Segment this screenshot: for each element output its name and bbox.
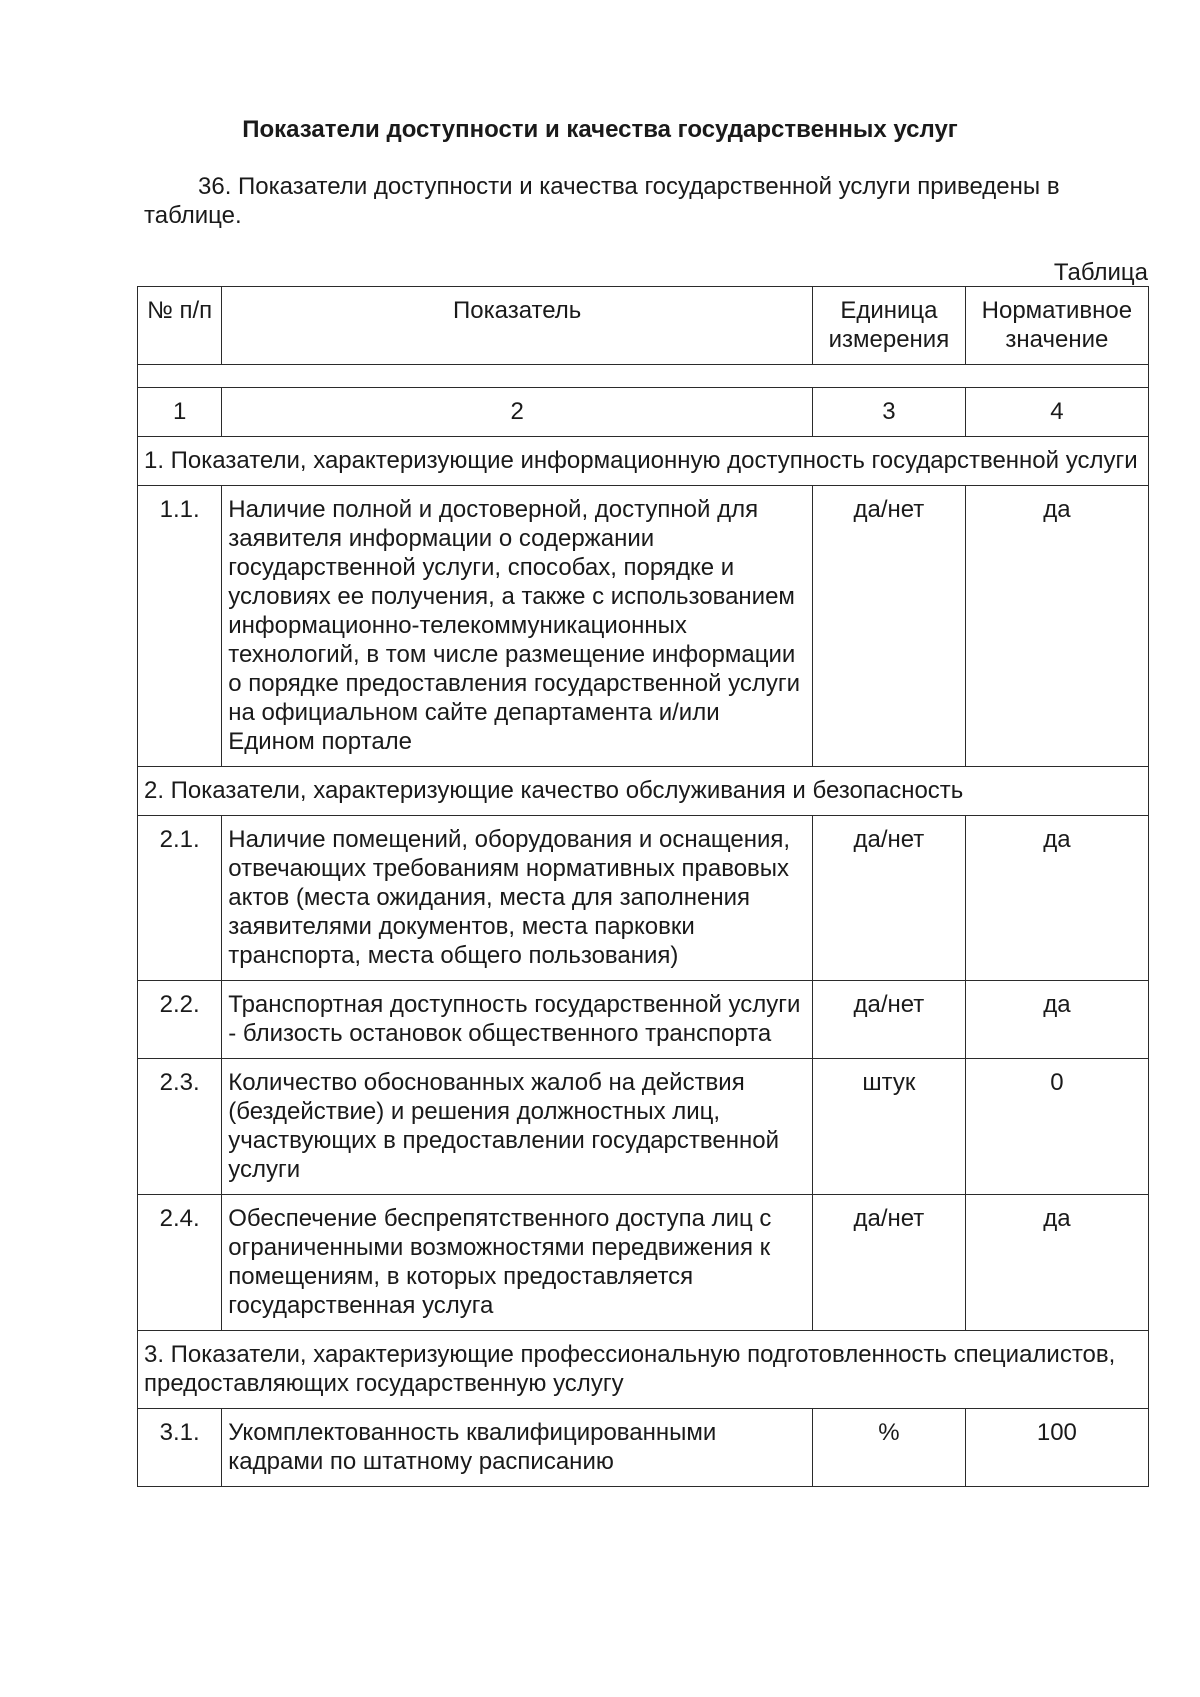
column-number: 4 (965, 388, 1148, 437)
row-indicator: Наличие полной и достоверной, доступной для заявителя информации о содержании государственной услуги, способах, порядке и условиях ее получения, а также с использованием информационно-телекоммуникационных технологий, в том числе размещение информации о порядке предоставления государственной услуги на официальном сайте департамента и/или Едином портале (222, 486, 813, 767)
row-indicator: Транспортная доступность государственной услуги - близость остановок общественного транспорта (222, 981, 813, 1059)
row-number: 1.1. (138, 486, 222, 767)
row-unit: да/нет (813, 1195, 966, 1331)
column-number: 1 (138, 388, 222, 437)
row-indicator: Укомплектованность квалифицированными кадрами по штатному расписанию (222, 1409, 813, 1487)
row-indicator: Обеспечение беспрепятственного доступа лиц с ограниченными возможностями передвижения к помещениям, в которых предоставляется государственная услуга (222, 1195, 813, 1331)
table-row (138, 1409, 1149, 1487)
column-number: 3 (813, 388, 966, 437)
row-number: 3.1. (138, 1409, 222, 1487)
row-value: да (965, 1195, 1148, 1331)
row-unit: да/нет (813, 486, 966, 767)
table-row (138, 1195, 1149, 1331)
row-number: 2.2. (138, 981, 222, 1059)
table-header-row (138, 287, 1149, 365)
section-row (138, 767, 1149, 816)
row-value: 100 (965, 1409, 1148, 1487)
row-unit: штук (813, 1059, 966, 1195)
section-row (138, 1331, 1149, 1409)
row-value: да (965, 816, 1148, 981)
table-row (138, 816, 1149, 981)
row-number: 2.4. (138, 1195, 222, 1331)
header-indicator: Показатель (222, 287, 813, 365)
row-unit: да/нет (813, 816, 966, 981)
section-row (138, 437, 1149, 486)
section-title: 3. Показатели, характеризующие профессиональную подготовленность специалистов, предоставляющих государственную услугу (138, 1331, 1149, 1409)
row-value: да (965, 486, 1148, 767)
document-title: Показатели доступности и качества государственных услуг (242, 116, 958, 143)
row-value: 0 (965, 1059, 1148, 1195)
row-unit: % (813, 1409, 966, 1487)
header-spacer (138, 365, 1149, 388)
table-caption: Таблица (1053, 259, 1148, 286)
row-value: да (965, 981, 1148, 1059)
row-number: 2.1. (138, 816, 222, 981)
column-number: 2 (222, 388, 813, 437)
section-title: 2. Показатели, характеризующие качество обслуживания и безопасность (138, 767, 1149, 816)
row-number: 2.3. (138, 1059, 222, 1195)
header-number: № п/п (138, 287, 222, 365)
indicators-table (137, 286, 1149, 1487)
table-row (138, 1059, 1149, 1195)
header-norm-value: Нормативное значение (965, 287, 1148, 365)
column-number-row (138, 388, 1149, 437)
section-title: 1. Показатели, характеризующие информационную доступность государственной услуги (138, 437, 1149, 486)
row-indicator: Наличие помещений, оборудования и оснащения, отвечающих требованиям нормативных правовых актов (места ожидания, места для заполнения заявителями документов, места парковки транспорта, места общего пользования) (222, 816, 813, 981)
intro-paragraph: 36. Показатели доступности и качества государственной услуги приведены в таблице. (144, 173, 1060, 229)
table-row (138, 486, 1149, 767)
table-row (138, 981, 1149, 1059)
row-unit: да/нет (813, 981, 966, 1059)
row-indicator: Количество обоснованных жалоб на действия (бездействие) и решения должностных лиц, участвующих в предоставлении государственной услуги (222, 1059, 813, 1195)
header-unit: Единица измерения (813, 287, 966, 365)
